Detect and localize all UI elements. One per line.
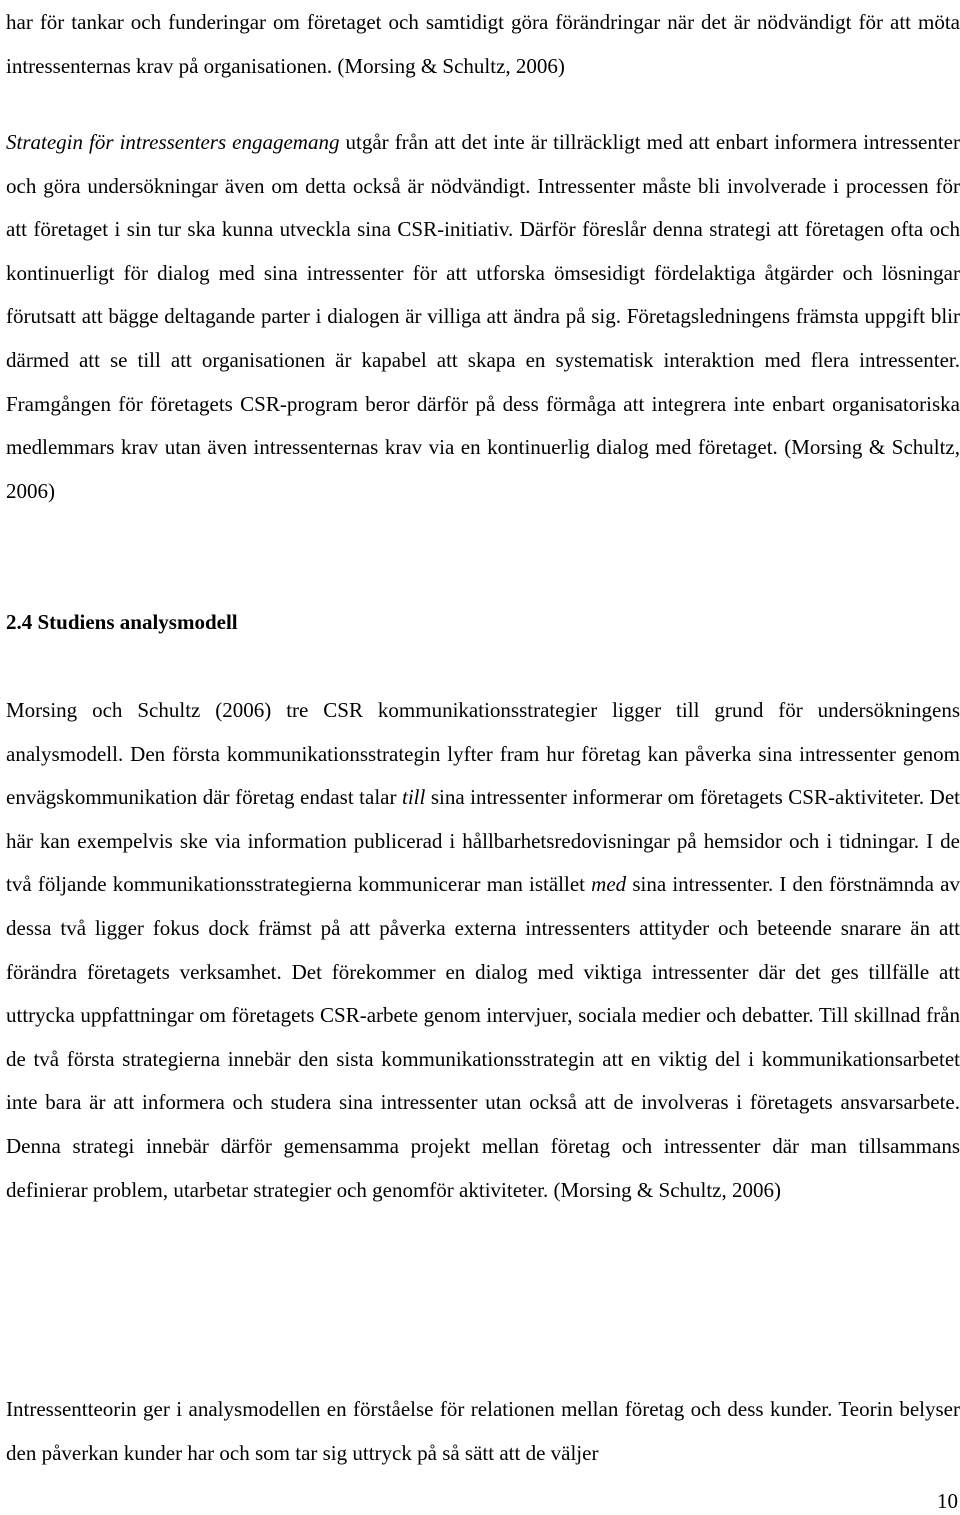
paragraph-1-text: har för tankar och funderingar om företaget och samtidigt göra förändringar när det är nödvändigt för att möta intressenternas krav på organisationen. (Morsing & Schultz, 2006)	[6, 10, 960, 78]
paragraph-2-italic-lead: Strategin för intressenters engagemang	[6, 130, 340, 154]
paragraph-3-part-3: sina intressenter. I den förstnämnda av dessa två ligger fokus dock främst på att påverka externa intressenters attityder och beteende snarare än att förändra företagets verksamhet. Det förekommer en dialog med viktiga intressenter där det ges tillfälle att uttrycka uppfattningar om företagets CSR-arbete genom intervjuer, sociala medier och debatter. Till skillnad från de två första strategierna innebär den sista kommunikationsstrategin att en viktig del i kommunikationsarbetet inte bara är att informera och studera sina intressenter utan också att de involveras i företagets ansvarsarbete. Denna strategi innebär därför gemensamma projekt mellan företag och intressenter där man tillsammans definierar problem, utarbetar strategier och genomför aktiviteter. (Morsing & Schultz, 2006)	[6, 872, 960, 1202]
paragraph-4-text: Intressentteorin ger i analysmodellen en förståelse för relationen mellan företag och dess kunder. Teorin belyser den påverkan kunder har och som tar sig uttryck på så sätt att de väljer	[6, 1397, 960, 1465]
paragraph-1	[6, 1, 960, 88]
paragraph-4	[6, 1388, 960, 1475]
paragraph-3-part-2: sina intressenter informerar om företagets CSR-aktiviteter. Det här kan exempelvis ske via information publicerad i hållbarhetsredovisningar på hemsidor och i tidningar. I de två följande kommunikationsstrategierna kommunicerar man istället	[6, 785, 960, 897]
section-heading: 2.4 Studiens analysmodell	[6, 610, 238, 634]
paragraph-3-italic-1: till	[401, 785, 426, 810]
paragraph-3-part-1: Morsing och Schultz (2006) tre CSR kommunikationsstrategier ligger till grund för undersökningens analysmodell. Den första kommunikationsstrategin lyfter fram hur företag kan påverka sina intressenter genom envägskommunikation där företag endast talar	[6, 698, 960, 810]
paragraph-2	[6, 121, 960, 513]
paragraph-3	[6, 689, 960, 1212]
paragraph-3-italic-2: med	[591, 872, 627, 897]
page-number: 10	[937, 1489, 958, 1513]
paragraph-2-text: utgår från att det inte är tillräckligt med att enbart informera intressenter och göra undersökningar även om detta också är nödvändigt. Intressenter måste bli involverade i processen för att företaget i sin tur ska kunna utveckla sina CSR-initiativ. Därför föreslår denna strategi att företagen ofta och kontinuerligt för dialog med sina intressenter för att utforska ömsesidigt fördelaktiga åtgärder och lösningar förutsatt att bägge deltagande parter i dialogen är villiga att ändra på sig. Företagsledningens främsta uppgift blir därmed att se till att organisationen är kapabel att skapa en systematisk interaktion med flera intressenter. Framgången för företagets CSR-program beror därför på dess förmåga att integrera inte enbart organisatoriska medlemmars krav utan även intressenternas krav via en kontinuerlig dialog med företaget. (Morsing & Schultz, 2006)	[6, 130, 960, 503]
